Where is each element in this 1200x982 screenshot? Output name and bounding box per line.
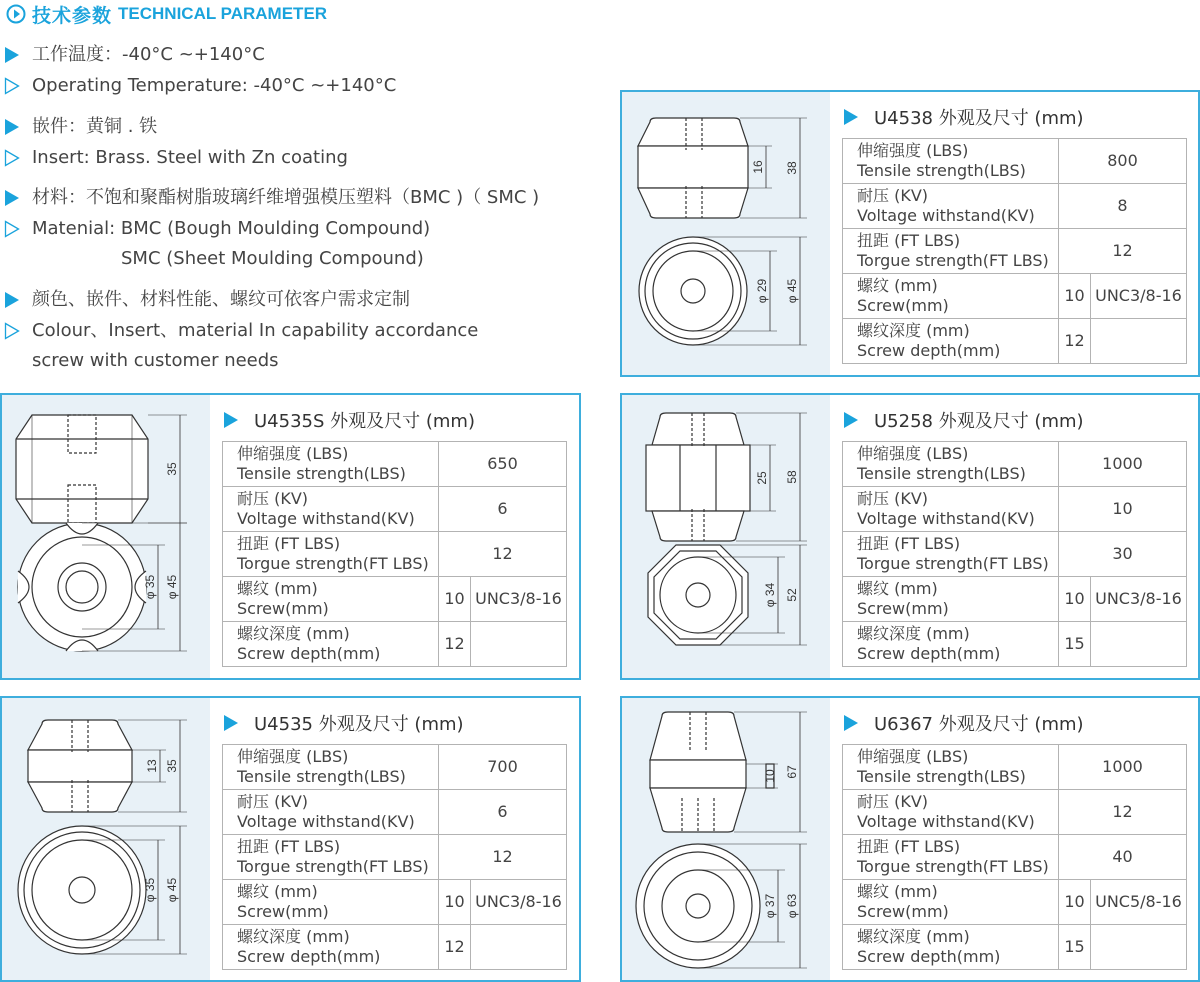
- cell-text: 螺纹深度 (mm): [237, 927, 350, 946]
- drawing-area: [2, 698, 210, 980]
- table-row: [843, 577, 1187, 622]
- dim-h-total: 38: [785, 161, 799, 175]
- spec-table-u4535s: [222, 441, 567, 667]
- cell-text: 螺纹深度 (mm): [237, 624, 350, 643]
- drawing-area: [622, 395, 830, 678]
- cell-text: 耐压 (KV): [857, 792, 929, 811]
- table-cell: [223, 577, 439, 622]
- cell-text: 扭距 (FT LBS): [857, 534, 961, 553]
- table-row: [843, 880, 1187, 925]
- dim-d-outer: φ 45: [785, 278, 799, 304]
- table-cell: 6: [439, 487, 567, 532]
- filled-triangle-icon: [4, 46, 20, 64]
- cell-text: 螺纹深度 (mm): [857, 624, 970, 643]
- table-cell: 12: [439, 532, 567, 577]
- outline-triangle-icon: [4, 220, 20, 238]
- table-cell: 30: [1059, 532, 1187, 577]
- table-cell: 10: [1059, 274, 1091, 319]
- table-cell: [223, 487, 439, 532]
- table-row: [843, 442, 1187, 487]
- table-cell: 6: [439, 790, 567, 835]
- table-cell: [843, 622, 1059, 667]
- cell-text: Voltage withstand(KV): [237, 812, 415, 831]
- cell-text: Voltage withstand(KV): [857, 812, 1035, 831]
- table-row: [223, 622, 567, 667]
- cell-text: Tensile strength(LBS): [237, 767, 406, 786]
- table-cell: 1000: [1059, 442, 1187, 487]
- table-row: [843, 139, 1187, 184]
- insulator-drawing-u4538: [622, 92, 830, 375]
- outline-triangle-icon: [4, 77, 20, 95]
- table-row: [843, 925, 1187, 970]
- table-cell: [843, 925, 1059, 970]
- cell-text: Screw depth(mm): [857, 341, 1001, 360]
- cell-text: Torgue strength(FT LBS): [857, 251, 1049, 270]
- table-cell: 12: [439, 622, 471, 667]
- table-cell: 10: [1059, 487, 1187, 532]
- table-cell: [843, 274, 1059, 319]
- dim-h-total: 35: [165, 759, 179, 773]
- filled-triangle-icon: [4, 118, 20, 136]
- table-cell: [223, 622, 439, 667]
- dim-h-total: 67: [785, 765, 799, 779]
- insulator-drawing-u5258: [622, 395, 830, 678]
- table-cell: [843, 532, 1059, 577]
- table-cell: [843, 139, 1059, 184]
- table-row: [843, 622, 1187, 667]
- filled-triangle-icon: [4, 189, 20, 207]
- section-title-en: TECHNICAL PARAMETER: [118, 4, 328, 23]
- cell-text: 耐压 (KV): [857, 489, 929, 508]
- table-row: [223, 577, 567, 622]
- table-cell: [471, 622, 567, 667]
- table-cell: [843, 577, 1059, 622]
- table-cell: UNC3/8-16: [471, 880, 567, 925]
- title-triangle-icon: [224, 412, 238, 428]
- dim-d-inner: φ 35: [143, 574, 157, 600]
- spec-table-u4538: [842, 138, 1187, 364]
- cell-text: 扭距 (FT LBS): [237, 534, 341, 553]
- cell-text: 螺纹 (mm): [857, 882, 938, 901]
- drawing-area: [2, 395, 210, 678]
- table-cell: 10: [439, 880, 471, 925]
- dim-d-outer: φ 45: [165, 877, 179, 903]
- table-cell: UNC5/8-16: [1091, 880, 1187, 925]
- table-row: [843, 835, 1187, 880]
- dim-h-inner: 25: [755, 471, 769, 485]
- table-cell: 1000: [1059, 745, 1187, 790]
- table-row: [843, 184, 1187, 229]
- cell-text: Screw(mm): [857, 902, 949, 921]
- product-panel-u6367: [620, 696, 1200, 982]
- table-row: [843, 319, 1187, 364]
- spec-item: Matenial: BMC (Bough Moulding Compound): [4, 218, 430, 240]
- table-row: [223, 745, 567, 790]
- insulator-drawing-u6367: [622, 698, 830, 980]
- cell-text: Screw depth(mm): [237, 947, 381, 966]
- cell-text: Tensile strength(LBS): [237, 464, 406, 483]
- dim-h-total: 35: [165, 462, 179, 476]
- spec-item: 材料：不饱和聚酯树脂玻璃纤维增强模压塑料（BMC )（ SMC ): [4, 187, 539, 209]
- table-row: [223, 835, 567, 880]
- dim-h-inner: 10: [763, 769, 777, 783]
- table-row: [223, 442, 567, 487]
- insulator-drawing-u4535s: [2, 395, 210, 678]
- filled-triangle-icon: [4, 291, 20, 309]
- dim-h-inner: 13: [145, 759, 159, 773]
- table-cell: 10: [439, 577, 471, 622]
- cell-text: Voltage withstand(KV): [857, 206, 1035, 225]
- dim-d-inner: φ 35: [143, 877, 157, 903]
- table-cell: [843, 319, 1059, 364]
- table-row: [843, 229, 1187, 274]
- product-panel-u5258: [620, 393, 1200, 680]
- table-row: [223, 487, 567, 532]
- cell-text: Tensile strength(LBS): [857, 767, 1026, 786]
- table-cell: 15: [1059, 622, 1091, 667]
- table-cell: [223, 532, 439, 577]
- table-cell: [843, 880, 1059, 925]
- drawing-area: [622, 92, 830, 375]
- cell-text: 耐压 (KV): [237, 489, 309, 508]
- cell-text: Torgue strength(FT LBS): [857, 554, 1049, 573]
- spec-item: 颜色、嵌件、材料性能、螺纹可依客户需求定制: [4, 289, 410, 311]
- table-cell: [223, 790, 439, 835]
- drawing-area: [622, 698, 830, 980]
- table-cell: [843, 745, 1059, 790]
- table-cell: [843, 835, 1059, 880]
- cell-text: 扭距 (FT LBS): [857, 231, 961, 250]
- cell-text: Torgue strength(FT LBS): [237, 554, 429, 573]
- dim-d-inner: φ 34: [763, 582, 777, 608]
- play-circle-icon: [6, 4, 26, 24]
- product-panel-u4538: [620, 90, 1200, 377]
- cell-text: 耐压 (KV): [857, 186, 929, 205]
- cell-text: 螺纹 (mm): [237, 882, 318, 901]
- outline-triangle-icon: [4, 149, 20, 167]
- insulator-drawing-u4535: [2, 698, 210, 980]
- spec-item-continued: screw with customer needs: [32, 350, 279, 371]
- product-title: U4535 外观及尺寸 (mm): [224, 710, 464, 736]
- table-cell: 12: [439, 835, 567, 880]
- table-cell: 12: [1059, 319, 1091, 364]
- table-cell: 12: [1059, 790, 1187, 835]
- table-cell: [843, 229, 1059, 274]
- dim-d-inner: φ 37: [763, 893, 777, 919]
- cell-text: 伸缩强度 (LBS): [237, 747, 349, 766]
- cell-text: 螺纹 (mm): [857, 276, 938, 295]
- cell-text: Screw(mm): [857, 296, 949, 315]
- table-cell: UNC3/8-16: [1091, 577, 1187, 622]
- spec-table-u5258: [842, 441, 1187, 667]
- table-cell: [843, 184, 1059, 229]
- table-row: [843, 745, 1187, 790]
- table-cell: [471, 925, 567, 970]
- table-cell: [223, 745, 439, 790]
- table-row: [223, 790, 567, 835]
- product-title: U4535S 外观及尺寸 (mm): [224, 407, 475, 433]
- spec-table-u4535: [222, 744, 567, 970]
- cell-text: 螺纹深度 (mm): [857, 321, 970, 340]
- table-cell: 12: [439, 925, 471, 970]
- table-cell: 10: [1059, 880, 1091, 925]
- product-title: U4538 外观及尺寸 (mm): [844, 104, 1084, 130]
- title-triangle-icon: [224, 715, 238, 731]
- table-cell: [223, 925, 439, 970]
- dim-d-inner: φ 29: [755, 278, 769, 304]
- spec-item: 工作温度：-40°C ~+140°C: [4, 44, 265, 66]
- table-cell: 800: [1059, 139, 1187, 184]
- cell-text: Screw depth(mm): [857, 947, 1001, 966]
- table-cell: UNC3/8-16: [1091, 274, 1187, 319]
- cell-text: Torgue strength(FT LBS): [857, 857, 1049, 876]
- cell-text: 螺纹 (mm): [857, 579, 938, 598]
- table-cell: UNC3/8-16: [471, 577, 567, 622]
- cell-text: Tensile strength(LBS): [857, 161, 1026, 180]
- table-cell: 650: [439, 442, 567, 487]
- dim-h-inner: 16: [751, 160, 765, 174]
- spec-item-continued: SMC (Sheet Moulding Compound): [121, 248, 424, 269]
- table-row: [843, 532, 1187, 577]
- table-cell: [223, 442, 439, 487]
- section-title-cn: 技术参数: [32, 4, 113, 27]
- dim-d-outer: 52: [785, 588, 799, 602]
- product-title: U6367 外观及尺寸 (mm): [844, 710, 1084, 736]
- spec-item: 嵌件：黄铜 . 铁: [4, 116, 157, 138]
- table-cell: 12: [1059, 229, 1187, 274]
- product-panel-u4535: [0, 696, 581, 982]
- table-row: [223, 925, 567, 970]
- cell-text: 扭距 (FT LBS): [237, 837, 341, 856]
- table-row: [843, 487, 1187, 532]
- spec-table-u6367: [842, 744, 1187, 970]
- cell-text: Screw depth(mm): [857, 644, 1001, 663]
- cell-text: 扭距 (FT LBS): [857, 837, 961, 856]
- cell-text: Screw(mm): [237, 599, 329, 618]
- table-cell: 700: [439, 745, 567, 790]
- table-cell: [1091, 925, 1187, 970]
- title-triangle-icon: [844, 715, 858, 731]
- product-panel-u4535s: [0, 393, 581, 680]
- spec-item: Operating Temperature: -40°C ~+140°C: [4, 75, 396, 97]
- cell-text: Voltage withstand(KV): [857, 509, 1035, 528]
- dim-d-outer: φ 63: [785, 893, 799, 919]
- cell-text: Screw(mm): [237, 902, 329, 921]
- table-cell: [223, 835, 439, 880]
- cell-text: Voltage withstand(KV): [237, 509, 415, 528]
- title-triangle-icon: [844, 412, 858, 428]
- dim-h-total: 58: [785, 470, 799, 484]
- table-cell: 8: [1059, 184, 1187, 229]
- table-cell: [843, 487, 1059, 532]
- cell-text: 螺纹深度 (mm): [857, 927, 970, 946]
- outline-triangle-icon: [4, 322, 20, 340]
- table-row: [843, 790, 1187, 835]
- table-cell: 10: [1059, 577, 1091, 622]
- section-header: [6, 2, 327, 26]
- table-cell: [1091, 319, 1187, 364]
- dim-d-outer: φ 45: [165, 574, 179, 600]
- product-title: U5258 外观及尺寸 (mm): [844, 407, 1084, 433]
- cell-text: 伸缩强度 (LBS): [857, 141, 969, 160]
- table-row: [223, 532, 567, 577]
- cell-text: 伸缩强度 (LBS): [857, 444, 969, 463]
- table-cell: [843, 442, 1059, 487]
- table-cell: 15: [1059, 925, 1091, 970]
- table-cell: [1091, 622, 1187, 667]
- cell-text: Screw(mm): [857, 599, 949, 618]
- cell-text: 螺纹 (mm): [237, 579, 318, 598]
- table-cell: 40: [1059, 835, 1187, 880]
- cell-text: Screw depth(mm): [237, 644, 381, 663]
- table-cell: [223, 880, 439, 925]
- cell-text: Tensile strength(LBS): [857, 464, 1026, 483]
- spec-item: Colour、Insert、material In capability accordance: [4, 320, 478, 342]
- spec-item: Insert: Brass. Steel with Zn coating: [4, 147, 348, 169]
- cell-text: 耐压 (KV): [237, 792, 309, 811]
- table-cell: [843, 790, 1059, 835]
- cell-text: 伸缩强度 (LBS): [237, 444, 349, 463]
- title-triangle-icon: [844, 109, 858, 125]
- cell-text: Torgue strength(FT LBS): [237, 857, 429, 876]
- cell-text: 伸缩强度 (LBS): [857, 747, 969, 766]
- table-row: [223, 880, 567, 925]
- table-row: [843, 274, 1187, 319]
